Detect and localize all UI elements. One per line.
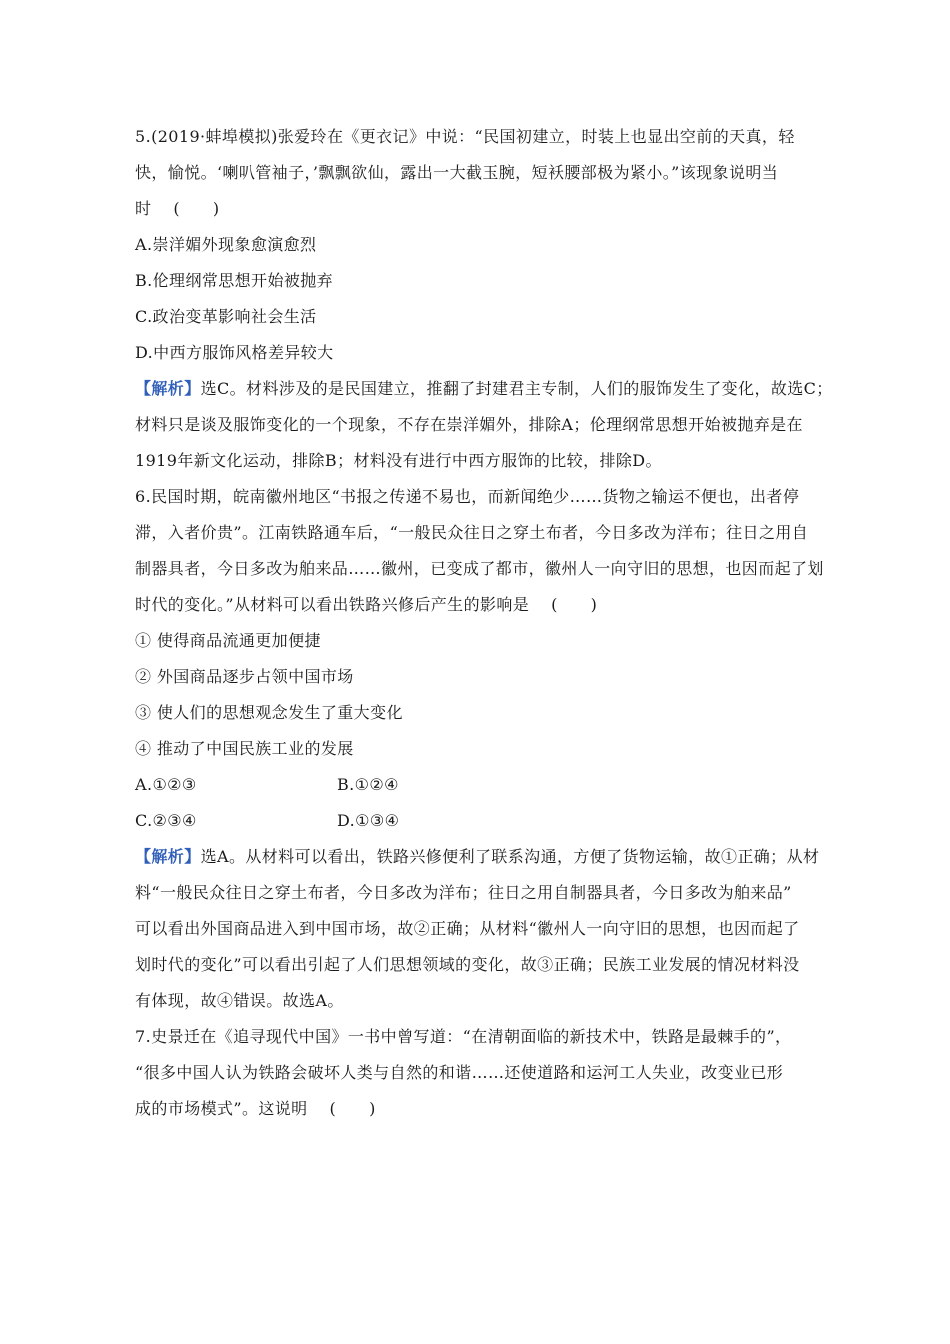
question-6-item-1: ① 使得商品流通更加便捷 — [135, 631, 321, 650]
question-6-analysis-line-2: 料“一般民众往日之穿土布者，今日多改为洋布；往日之用自制器具者，今日多改为舶来品” — [135, 883, 792, 902]
question-6-options-row-1 — [135, 767, 825, 803]
question-6-item-3: ③ 使人们的思想观念发生了重大变化 — [135, 703, 403, 722]
question-6-line-4: 时代的变化。”从材料可以看出铁路兴修后产生的影响是 ( ) — [135, 595, 598, 614]
question-5-option-c: C.政治变革影响社会生活 — [135, 307, 317, 326]
question-6-line-1: 6.民国时期，皖南徽州地区“书报之传递不易也，而新闻绝少……货物之输运不便也，出者停 — [135, 487, 800, 506]
question-6-analysis-line-3: 可以看出外国商品进入到中国市场，故②正确；从材料“徽州人一向守旧的思想，也因而起了 — [135, 919, 800, 938]
question-5-option-a: A.崇洋媚外现象愈演愈烈 — [135, 235, 317, 254]
question-7-line-1: 7.史景迁在《追寻现代中国》一书中曾写道：“在清朝面临的新技术中，铁路是最棘手的”， — [135, 1027, 792, 1046]
question-5-line-2: 快，愉悦。‘喇叭管袖子，’飘飘欲仙，露出一大截玉腕，短袄腰部极为紧小。”该现象说明当 — [135, 163, 779, 182]
question-6-line-3: 制器具者，今日多改为舶来品……徽州，已变成了都市，徽州人一向守旧的思想，也因而起了划 — [135, 559, 824, 578]
question-5 — [135, 119, 833, 479]
question-6-option-d: D.①③④ — [337, 811, 400, 830]
question-5-analysis-line-1 — [135, 371, 833, 407]
question-7-line-3: 成的市场模式”。这说明 ( ) — [135, 1099, 376, 1118]
question-6-item-2: ② 外国商品逐步占领中国市场 — [135, 667, 354, 686]
question-6-analysis-line-5: 有体现，故④错误。故选A。 — [135, 991, 344, 1010]
question-6-analysis-line-1 — [135, 839, 825, 875]
question-5-option-b: B.伦理纲常思想开始被抛弃 — [135, 271, 334, 290]
question-5-option-d: D.中西方服饰风格差异较大 — [135, 343, 334, 362]
question-7-line-2: “很多中国人认为铁路会破坏人类与自然的和谐……还使道路和运河工人失业，改变业已形 — [135, 1063, 784, 1082]
question-5-analysis-line-3: 1919年新文化运动，排除B；材料没有进行中西方服饰的比较，排除D。 — [135, 451, 662, 470]
analysis-text: 选A。从材料可以看出，铁路兴修便利了联系沟通，方便了货物运输，故①正确；从材 — [200, 847, 820, 866]
question-5-line-1: 5.(2019·蚌埠模拟)张爱玲在《更衣记》中说：“民国初建立，时装上也显出空前的天真，轻 — [135, 127, 795, 146]
document-page — [135, 119, 833, 1127]
question-6 — [135, 479, 825, 1019]
analysis-tag: 【解析】 — [135, 379, 201, 398]
question-5-line-3: 时 ( ) — [135, 199, 220, 218]
analysis-text: 选C。材料涉及的是民国建立，推翻了封建君主专制，人们的服饰发生了变化，故选C； — [200, 379, 833, 398]
question-6-analysis-line-4: 划时代的变化”可以看出引起了人们思想领域的变化，故③正确；民族工业发展的情况材料没 — [135, 955, 800, 974]
question-6-option-b: B.①②④ — [337, 775, 399, 794]
question-6-item-4: ④ 推动了中国民族工业的发展 — [135, 739, 354, 758]
analysis-tag: 【解析】 — [135, 847, 201, 866]
question-6-options-row-2 — [135, 803, 825, 839]
question-5-analysis-line-2: 材料只是谈及服饰变化的一个现象，不存在崇洋媚外，排除A；伦理纲常思想开始被抛弃是在 — [135, 415, 803, 434]
question-7 — [135, 1019, 825, 1127]
question-6-option-a: A.①②③ — [135, 775, 197, 794]
question-6-option-c: C.②③④ — [135, 811, 197, 830]
question-6-line-2: 滞，入者价贵”。江南铁路通车后，“一般民众往日之穿土布者，今日多改为洋布；往日之用自 — [135, 523, 809, 542]
